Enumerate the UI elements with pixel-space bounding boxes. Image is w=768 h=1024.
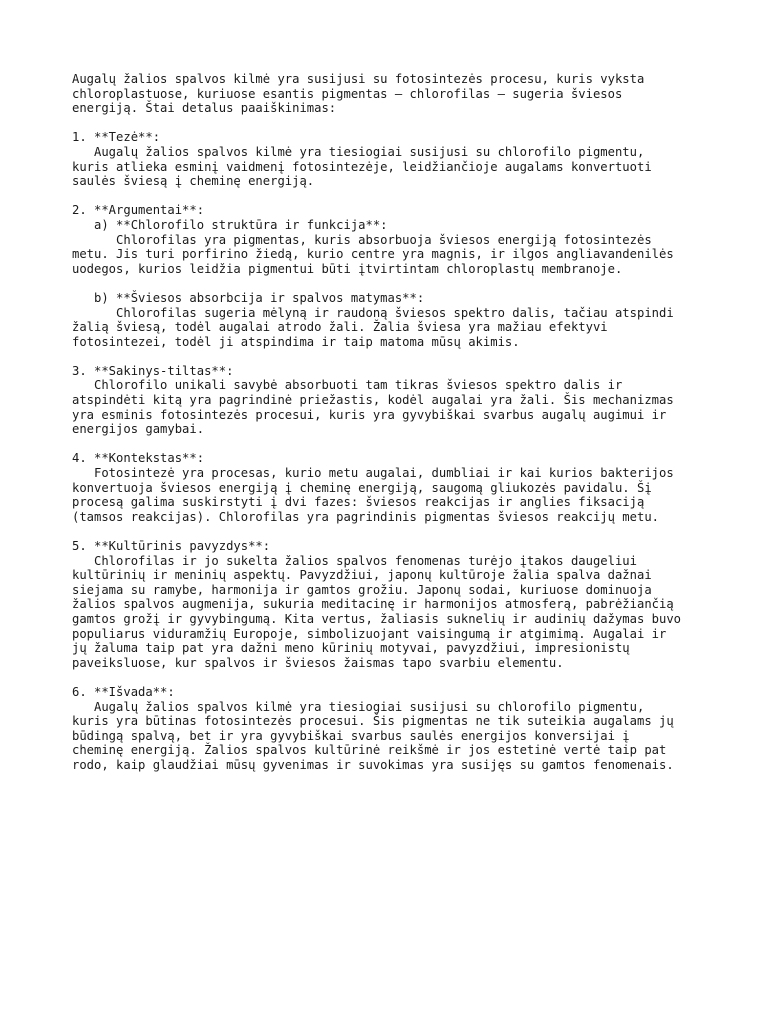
subsection-body: Chlorofilas yra pigmentas, kuris absorbuoja šviesos energiją fotosintezės metu. Jis turi porfirino žiedą, kurio centre yra magnis, ir ilgos angliavandenilės uodegos, kurios leidžia pigmentui būti įtvirtintam chloroplastų membranoje. xyxy=(72,232,674,276)
section-arguments xyxy=(72,203,712,349)
section-conclusion xyxy=(72,685,712,773)
argument-a xyxy=(72,218,712,276)
subsection-body: Chlorofilas sugeria mėlyną ir raudoną šviesos spektro dalis, tačiau atspindi žalią šviesą, todėl augalai atrodo žali. Žalia šviesa yra mažiau efektyvi fotosintezei, todėl ji atspindima ir taip matoma mūsų akimis. xyxy=(72,305,674,349)
document-page xyxy=(72,72,712,787)
subsection-heading: a) **Chlorofilo struktūra ir funkcija**: xyxy=(72,217,388,232)
section-body: Augalų žalios spalvos kilmė yra tiesiogiai susijusi su chlorofilo pigmentu, kuris yra būtinas fotosintezės procesui. Šis pigmentas ne tik suteikia augalams jų būdingą spalvą, bet ir yra gyvybiškai svarbus saulės energijos konversijai į cheminę energiją. Žalios spalvos kultūrinė reikšmė ir jos estetinė vertė taip pat rodo, kaip glaudžiai mūsų gyvenimas ir suvokimas yra susijęs su gamtos fenomenais. xyxy=(72,699,674,772)
section-bridge-sentence xyxy=(72,364,712,437)
section-heading: 2. **Argumentai**: xyxy=(72,203,205,218)
section-context xyxy=(72,451,712,524)
section-body: Chlorofilo unikali savybė absorbuoti tam tikras šviesos spektro dalis ir atspindėti kitą yra pagrindinė priežastis, kodėl augalai yra žali. Šis mechanizmas yra esminis fotosintezės procesui, kuris yra gyvybiškai svarbus augalų augimui ir energijos gamybai. xyxy=(72,378,674,437)
section-body: Fotosintezė yra procesas, kurio metu augalai, dumbliai ir kai kurios bakterijos konvertuoja šviesos energiją į cheminę energiją, saugomą gliukozės pavidalu. Šį procesą galima suskirstyti į dvi fazes: šviesos reakcijas ir anglies fiksaciją (tamsos reakcijas). Chlorofilas yra pagrindinis pigmentas šviesos reakcijų metu. xyxy=(72,466,674,524)
section-cultural-example xyxy=(72,539,712,670)
section-heading: 3. **Sakinys-tiltas**: xyxy=(72,363,234,378)
argument-b xyxy=(72,291,712,349)
section-body: Augalų žalios spalvos kilmė yra tiesiogiai susijusi su chlorofilo pigmentu, kuris atlieka esminį vaidmenį fotosintezėje, leidžiančioje augalams konvertuoti saulės šviesą į cheminę energiją. xyxy=(72,144,652,189)
section-heading: 4. **Kontekstas**: xyxy=(72,451,205,466)
section-heading: 1. **Tezė**: xyxy=(72,130,161,145)
section-body: Chlorofilas ir jo sukelta žalios spalvos fenomenas turėjo įtakos daugeliui kultūrinių ir meninių aspektų. Pavyzdžiui, japonų kultūroje žalia spalva dažnai siejama su ramybe, harmonija ir gamtos grožiu. Japonų sodai, kuriuose dominuoja žalios spalvos augmenija, sukuria meditacinę ir harmonijos atmosferą, pabrėžiančią gamtos grožį ir gyvybingumą. Kita vertus, žaliasis suknelių ir audinių dažymas buvo populiarus viduramžių Europoje, simbolizuojant vaisingumą ir atgimimą. Augalai ir jų žaluma taip pat yra dažni meno kūrinių motyvai, pavyzdžiui, impresionistų paveiksluose, kur spalvos ir šviesos žaismas tapo svarbiu elementu. xyxy=(72,553,682,670)
subsection-heading: b) **Šviesos absorbcija ir spalvos matymas**: xyxy=(72,290,425,305)
intro-paragraph: Augalų žalios spalvos kilmė yra susijusi su fotosintezės procesu, kuris vyksta chloroplastuose, kuriuose esantis pigmentas – chlorofilas – sugeria šviesos energiją. Štai detalus paaiškinimas: xyxy=(72,72,645,116)
section-heading: 6. **Išvada**: xyxy=(72,684,175,699)
section-thesis xyxy=(72,130,712,188)
section-heading: 5. **Kultūrinis pavyzdys**: xyxy=(72,539,271,553)
